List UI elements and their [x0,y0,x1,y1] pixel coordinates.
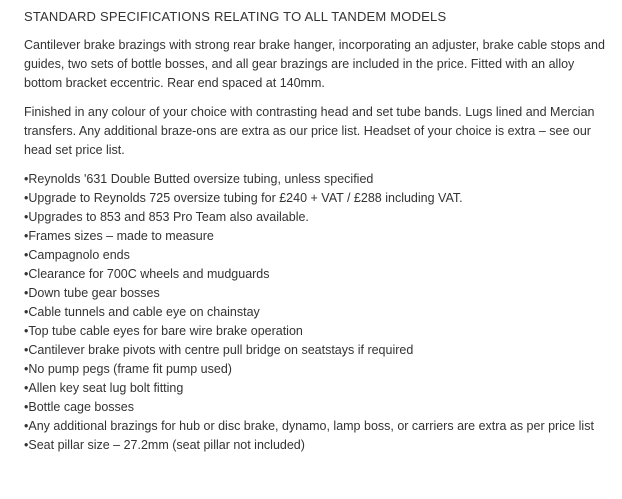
bullet-icon: • [24,343,29,357]
list-item [24,265,612,284]
list-item [24,284,612,303]
bullet-icon: • [24,438,29,452]
list-item-text: Any additional brazings for hub or disc brake, dynamo, lamp boss, or carriers are extra as per price list [28,419,594,433]
list-item [24,398,612,417]
list-item-text: Cantilever brake pivots with centre pull bridge on seatstays if required [28,343,414,357]
paragraph-finish: Finished in any colour of your choice with contrasting head and set tube bands. Lugs lined and Mercian transfers. Any additional braze-ons are extra as our price list. Headset of your choice is extra – see our head set price list. [24,105,595,157]
list-item-text: Clearance for 700C wheels and mudguards [28,267,270,281]
bullet-icon: • [24,210,29,224]
list-item-text: Cable tunnels and cable eye on chainstay [28,305,260,319]
bullet-icon: • [24,172,29,186]
list-item-text: Frames sizes – made to measure [28,229,214,243]
list-item-text: Top tube cable eyes for bare wire brake operation [28,324,303,338]
list-item-text: Campagnolo ends [28,248,130,262]
list-item [24,227,612,246]
bullet-icon: • [24,324,29,338]
page-title: STANDARD SPECIFICATIONS RELATING TO ALL TANDEM MODELS [24,9,447,24]
list-item [24,417,612,436]
list-item-text: Reynolds '631 Double Butted oversize tubing, unless specified [28,172,374,186]
list-item [24,360,612,379]
paragraph-brazings: Cantilever brake brazings with strong rear brake hanger, incorporating an adjuster, brake cable stops and guides, two sets of bottle bosses, and all gear brazings are included in the price. Fitted with an alloy bottom bracket eccentric. Rear end spaced at 140mm. [24,38,605,90]
bullet-icon: • [24,419,29,433]
list-item [24,341,612,360]
bullet-icon: • [24,400,29,414]
spec-list [24,170,612,455]
list-item [24,208,612,227]
list-item [24,170,612,189]
bullet-icon: • [24,362,29,376]
list-item-text: Upgrades to 853 and 853 Pro Team also available. [28,210,309,224]
bullet-icon: • [24,229,29,243]
bullet-icon: • [24,248,29,262]
list-item-text: No pump pegs (frame fit pump used) [28,362,232,376]
list-item [24,322,612,341]
list-item [24,246,612,265]
list-item [24,436,612,455]
list-item-text: Bottle cage bosses [28,400,135,414]
bullet-icon: • [24,191,29,205]
list-item-text: Down tube gear bosses [28,286,160,300]
bullet-icon: • [24,381,29,395]
list-item-text: Seat pillar size – 27.2mm (seat pillar not included) [28,438,305,452]
list-item [24,303,612,322]
list-item-text: Allen key seat lug bolt fitting [28,381,184,395]
bullet-icon: • [24,267,29,281]
list-item [24,189,612,208]
list-item [24,379,612,398]
bullet-icon: • [24,286,29,300]
bullet-icon: • [24,305,29,319]
list-item-text: Upgrade to Reynolds 725 oversize tubing for £240 + VAT / £288 including VAT. [28,191,463,205]
